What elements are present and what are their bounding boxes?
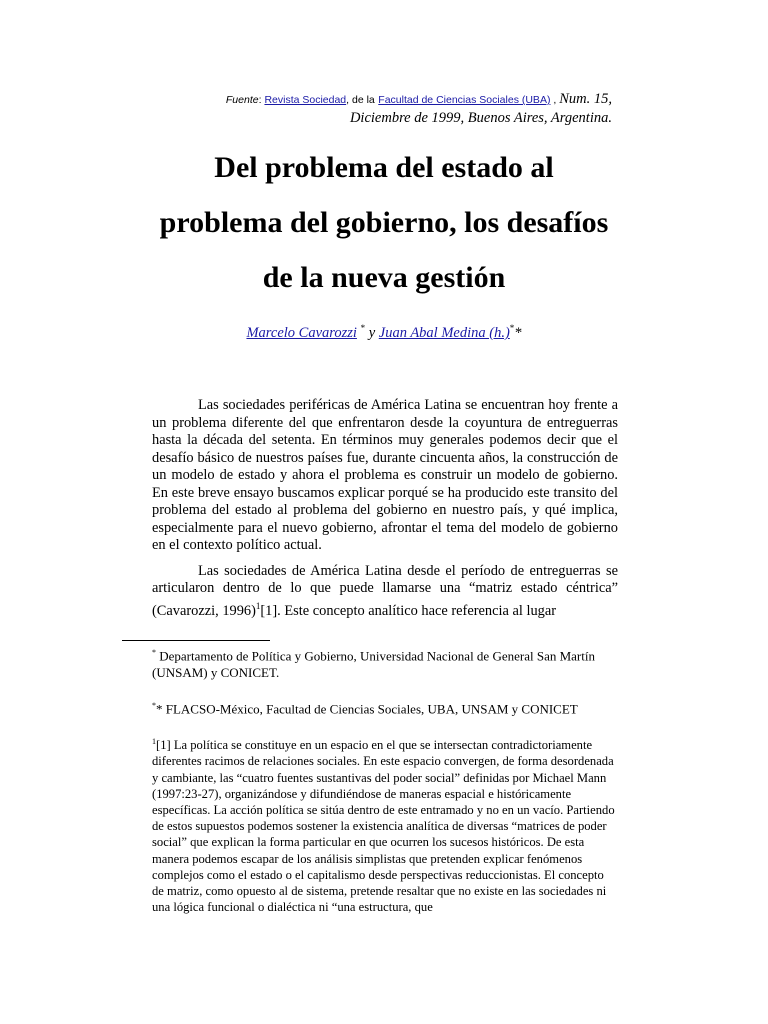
source-citation: Fuente: Revista Sociedad, de la Facultad de Ciencias Sociales (UBA) , Num. 15, Diciembre de 1999, Buenos Aires, Argentina. (225, 91, 612, 126)
footnote-3-mark: 1 (152, 737, 156, 746)
author2-footnote-trailing: * (514, 324, 522, 341)
footnote-ref-1[interactable]: 1 (255, 600, 261, 611)
article-title (130, 140, 638, 305)
author2-footnote-mark: * (509, 323, 515, 333)
footnote-author-2 (152, 698, 618, 718)
title-line-1: Del problema del estado al (214, 151, 554, 184)
title-line-3: de la nueva gestión (262, 261, 506, 294)
source-between: de la (352, 94, 375, 106)
footnote-1 (152, 734, 618, 915)
faculty-link[interactable]: Facultad de Ciencias Sociales (UBA) (378, 94, 551, 106)
paragraph-1: Las sociedades periféricas de América Latina se encuentran hoy frente a un problema diferente del que enfrentaron desde la coyuntura de entreguerras hasta la década del setenta. En términos muy generales podemos decir que el desafío básico de nuestros países fue, durante cincuenta años, la construcción de un modelo de estado y ahora el problema es construir un modelo de gobierno. En este breve ensayo buscamos explicar porqué se ha producido este transito del problema del estado al problema del gobierno en nuestro país, y qué implica, especialmente para el nuevo gobierno, afrontar el tema del modelo de gobierno en el contexto político actual. (152, 397, 618, 553)
footnote-2-mark: * (152, 701, 156, 710)
title-line-2: problema del gobierno, los desafíos (159, 206, 609, 239)
author-link-abal-medina[interactable]: Juan Abal Medina (h.) (378, 324, 510, 341)
paragraph-2-start: Las sociedades de América Latina desde el período de entreguerras se articularon dentro de lo que puede llamarse una “matriz estado céntrica” (Cavarozzi, 1996) (152, 562, 618, 619)
footnote-author-1 (152, 645, 618, 681)
author-line (150, 323, 618, 342)
issue-date-place: Diciembre de 1999, Buenos Aires, Argentina. (349, 110, 612, 126)
paragraph-2 (152, 563, 618, 620)
footnote-1-mark: * (152, 648, 156, 657)
author1-footnote-mark: * (360, 323, 366, 333)
footnote-1-text: Departamento de Política y Gobierno, Universidad Nacional de General San Martín (UNSAM) y CONICET. (152, 648, 595, 680)
author-link-cavarozzi[interactable]: Marcelo Cavarozzi (246, 324, 357, 341)
paragraph-2-end: [1]. Este concepto analítico hace referencia al lugar (260, 602, 557, 619)
footnote-separator (122, 640, 270, 641)
article-body (152, 397, 618, 628)
issue-number: Num. 15, (559, 91, 612, 107)
journal-link[interactable]: Revista Sociedad (264, 94, 347, 106)
footnote-2-text: * FLACSO-México, Facultad de Ciencias Sociales, UBA, UNSAM y CONICET (156, 701, 578, 717)
author-connector: y (368, 324, 376, 341)
source-label: Fuente (225, 94, 259, 106)
footnote-3-text: [1] La política se constituye en un espacio en el que se intersectan contradictoriamente diferentes racimos de relaciones sociales. En este espacio convergen, de forma desordenada y cambiante, las “cuatro fuentes sustantivas del poder social” definidas por Michael Mann (1997:23-27), organizándose y difundiéndose de maneras espacial e históricamente específicas. La acción política se sitúa dentro de este entramado y no en un vacío. Partiendo de estos supuestos podemos sostener la existencia analítica de diversas “matrices de poder social” que explican la forma particular en que ocurren los sucesos históricos. De esta manera podemos escapar de los análisis simplistas que pretenden explicar fenómenos complejos como el estado o el capitalismo desde perspectivas reduccionistas. El concepto de matriz, como opuesto al de sistema, pretende resaltar que no existe en las sociedades ni una lógica funcional o dialéctica ni “una estructura, que (152, 738, 615, 915)
